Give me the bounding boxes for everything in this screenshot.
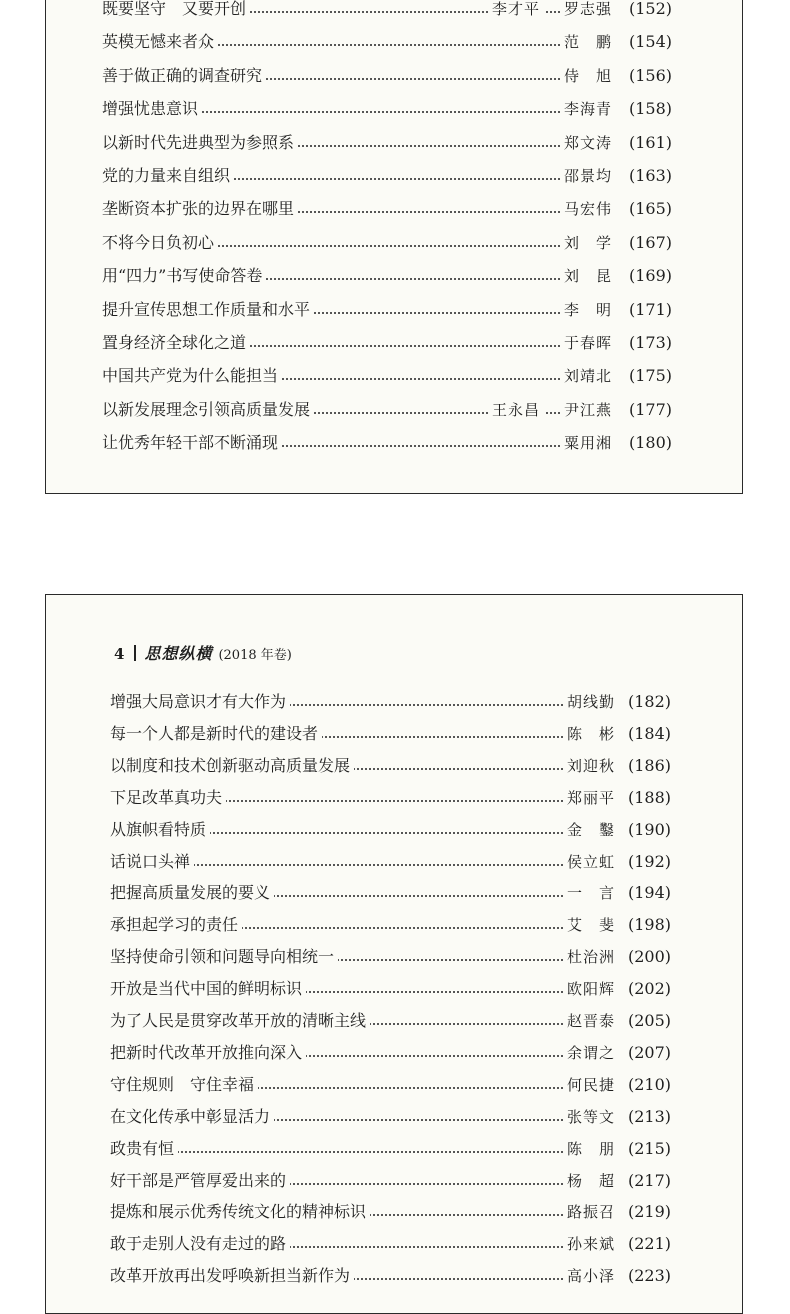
toc-entry-title: 党的力量来自组织 [102,166,234,186]
toc-entry-author: 余谓之 [563,1043,615,1063]
toc-entry-page-number: (152) [629,0,673,18]
toc-entry-page-number: (156) [629,65,673,85]
toc-entry-page-number: (177) [629,399,673,419]
toc-entry-title: 敢于走别人没有走过的路 [110,1234,290,1254]
toc-entry-author: 罗志强 [560,0,612,19]
toc-page-bottom [45,594,743,1314]
toc-entry-title: 好干部是严管厚爱出来的 [110,1171,290,1191]
toc-entry [46,166,742,196]
toc-entry-title: 从旗帜看特质 [110,820,210,840]
toc-entry [46,300,742,330]
toc-entry [46,199,742,229]
toc-entry-title: 增强忧患意识 [102,99,202,119]
toc-entry-title: 不将今日负初心 [102,233,218,253]
toc-entry-author: 侯立虹 [563,852,615,872]
toc-leader-dots [130,1133,563,1153]
toc-entry-title: 提炼和展示优秀传统文化的精神标识 [110,1202,370,1222]
toc-entry-page-number: (202) [628,979,672,999]
toc-entry-title: 政贵有恒 [110,1139,178,1159]
toc-entry-page-number: (194) [628,883,672,903]
toc-entry-author: 一 言 [563,883,615,903]
toc-entry-title: 垄断资本扩张的边界在哪里 [102,199,298,219]
toc-entry [46,1266,742,1296]
running-header [114,643,292,667]
toc-entry-page-number: (198) [628,915,672,935]
toc-entry-author: 郑丽平 [563,788,615,808]
toc-entry-author: 尹江燕 [560,400,612,420]
toc-entry-page-number: (192) [628,851,672,871]
toc-entry-page-number: (207) [628,1042,672,1062]
header-divider [134,645,136,661]
toc-entry-author: 刘靖北 [560,366,612,386]
toc-entry-author: 高小泽 [563,1266,615,1286]
toc-entry-page-number: (186) [628,755,672,775]
toc-entry-page-number: (188) [628,787,672,807]
toc-entry-page-number: (163) [629,166,673,185]
toc-entry-title: 把握高质量发展的要义 [110,883,274,903]
toc-entry [46,66,742,96]
toc-page-top [45,0,743,494]
toc-entry-page-number: (171) [629,299,673,319]
toc-entry-title: 善于做正确的调查研究 [102,66,266,86]
toc-entry [46,266,742,296]
toc-entry-author: 陈 彬 [563,724,615,744]
toc-entry-author: 杜治洲 [563,947,615,967]
header-year: (2018 年卷) [218,648,292,663]
toc-entry-page-number: (175) [629,366,673,386]
toc-entry-author: 刘迎秋 [563,756,615,776]
toc-entry-title: 开放是当代中国的鲜明标识 [110,979,306,999]
toc-entry [46,32,742,62]
header-page-number: 4 [114,645,125,663]
toc-entry-page-number: (190) [628,819,672,839]
toc-entry-title: 话说口头禅 [110,852,194,872]
toc-entry-author: 何民捷 [563,1075,615,1095]
toc-entry-title: 以制度和技术创新驱动高质量发展 [110,756,354,776]
toc-entry-page-number: (210) [628,1074,672,1094]
toc-entry [46,400,742,430]
toc-entry-title: 增强大局意识才有大作为 [110,692,290,712]
toc-entry-title: 让优秀年轻干部不断涌现 [102,433,282,453]
toc-entry-title: 承担起学习的责任 [110,915,242,935]
toc-entry-coauthor: 王永昌 [488,400,544,420]
toc-entry [46,99,742,129]
toc-entry-author: 路振召 [563,1202,615,1222]
toc-entry-title: 以新时代先进典型为参照系 [102,133,298,153]
toc-entry-page-number: (169) [629,266,673,286]
toc-entry-author: 胡线勤 [563,692,615,712]
toc-entry [46,133,742,163]
toc-entry-author: 赵晋泰 [563,1011,615,1031]
toc-entry-page-number: (161) [629,132,673,152]
toc-entry-page-number: (158) [629,99,673,119]
toc-entry-page-number: (205) [628,1011,672,1030]
toc-entry-title: 坚持使命引领和问题导向相统一 [110,947,338,967]
toc-entry-author: 侍 旭 [560,66,612,86]
toc-entry-author: 粟用湘 [560,433,612,453]
toc-entry-title: 改革开放再出发呼唤新担当新作为 [110,1266,354,1286]
toc-entry-title: 把新时代改革开放推向深入 [110,1043,306,1063]
toc-leader-dots [130,846,563,866]
toc-entry-title: 英模无憾来者众 [102,32,218,52]
toc-entry-author: 孙来斌 [563,1234,615,1254]
toc-entry-author: 于春晖 [560,333,612,353]
toc-entry-author: 刘 学 [560,233,612,253]
toc-entry-author: 李海青 [560,99,612,119]
toc-entry-page-number: (173) [629,333,673,352]
toc-entry-author: 金 鑿 [563,820,615,840]
toc-entry-title: 提升宣传思想工作质量和水平 [102,300,314,320]
toc-entry-author: 张等文 [563,1107,615,1127]
toc-entry-page-number: (180) [629,433,673,453]
toc-entry [46,233,742,263]
toc-entry-page-number: (221) [628,1234,672,1254]
toc-entry [46,433,742,463]
toc-entry-author: 邵景均 [560,166,612,186]
toc-entry-title: 守住规则 守住幸福 [110,1075,258,1095]
toc-entry-page-number: (219) [628,1202,672,1222]
toc-entry-author: 范 鹏 [560,32,612,52]
toc-entry-title: 以新发展理念引领高质量发展 [102,400,314,420]
toc-entry-title: 既要坚守 又要开创 [102,0,250,19]
toc-entry-author: 李 明 [560,300,612,320]
toc-entry [46,366,742,396]
toc-entry-page-number: (184) [628,723,672,743]
toc-entry-author: 杨 超 [563,1171,615,1191]
toc-entry-page-number: (154) [629,32,673,52]
toc-entry-page-number: (215) [628,1138,672,1158]
toc-entry-page-number: (200) [628,947,672,967]
toc-entry-author: 马宏伟 [560,199,612,219]
toc-entry-page-number: (213) [628,1106,672,1126]
toc-entry [46,333,742,363]
toc-entry-title: 用“四力”书写使命答卷 [102,266,266,286]
toc-entry-author: 郑文涛 [560,133,612,153]
toc-entry-author: 欧阳辉 [563,979,615,999]
toc-entry-title: 每一个人都是新时代的建设者 [110,724,322,744]
toc-entry-title: 下足改革真功夫 [110,788,226,808]
toc-entry-page-number: (182) [628,692,672,711]
toc-entry-title: 为了人民是贯穿改革开放的清晰主线 [110,1011,370,1031]
toc-entry-author: 艾 斐 [563,915,615,935]
toc-entry-title: 在文化传承中彰显活力 [110,1107,274,1127]
toc-entry-author: 陈 朋 [563,1139,615,1159]
toc-entry-page-number: (167) [629,232,673,252]
toc-entry-page-number: (223) [628,1266,672,1286]
toc-entry-title: 中国共产党为什么能担当 [102,366,282,386]
header-brand: 思想纵横 [144,644,213,663]
toc-entry-page-number: (165) [629,199,673,219]
toc-entry [46,0,742,29]
toc-entry-coauthor: 李才平 [488,0,544,19]
toc-entry-page-number: (217) [628,1170,672,1190]
toc-entry-title: 置身经济全球化之道 [102,333,250,353]
toc-entry-author: 刘 昆 [560,266,612,286]
